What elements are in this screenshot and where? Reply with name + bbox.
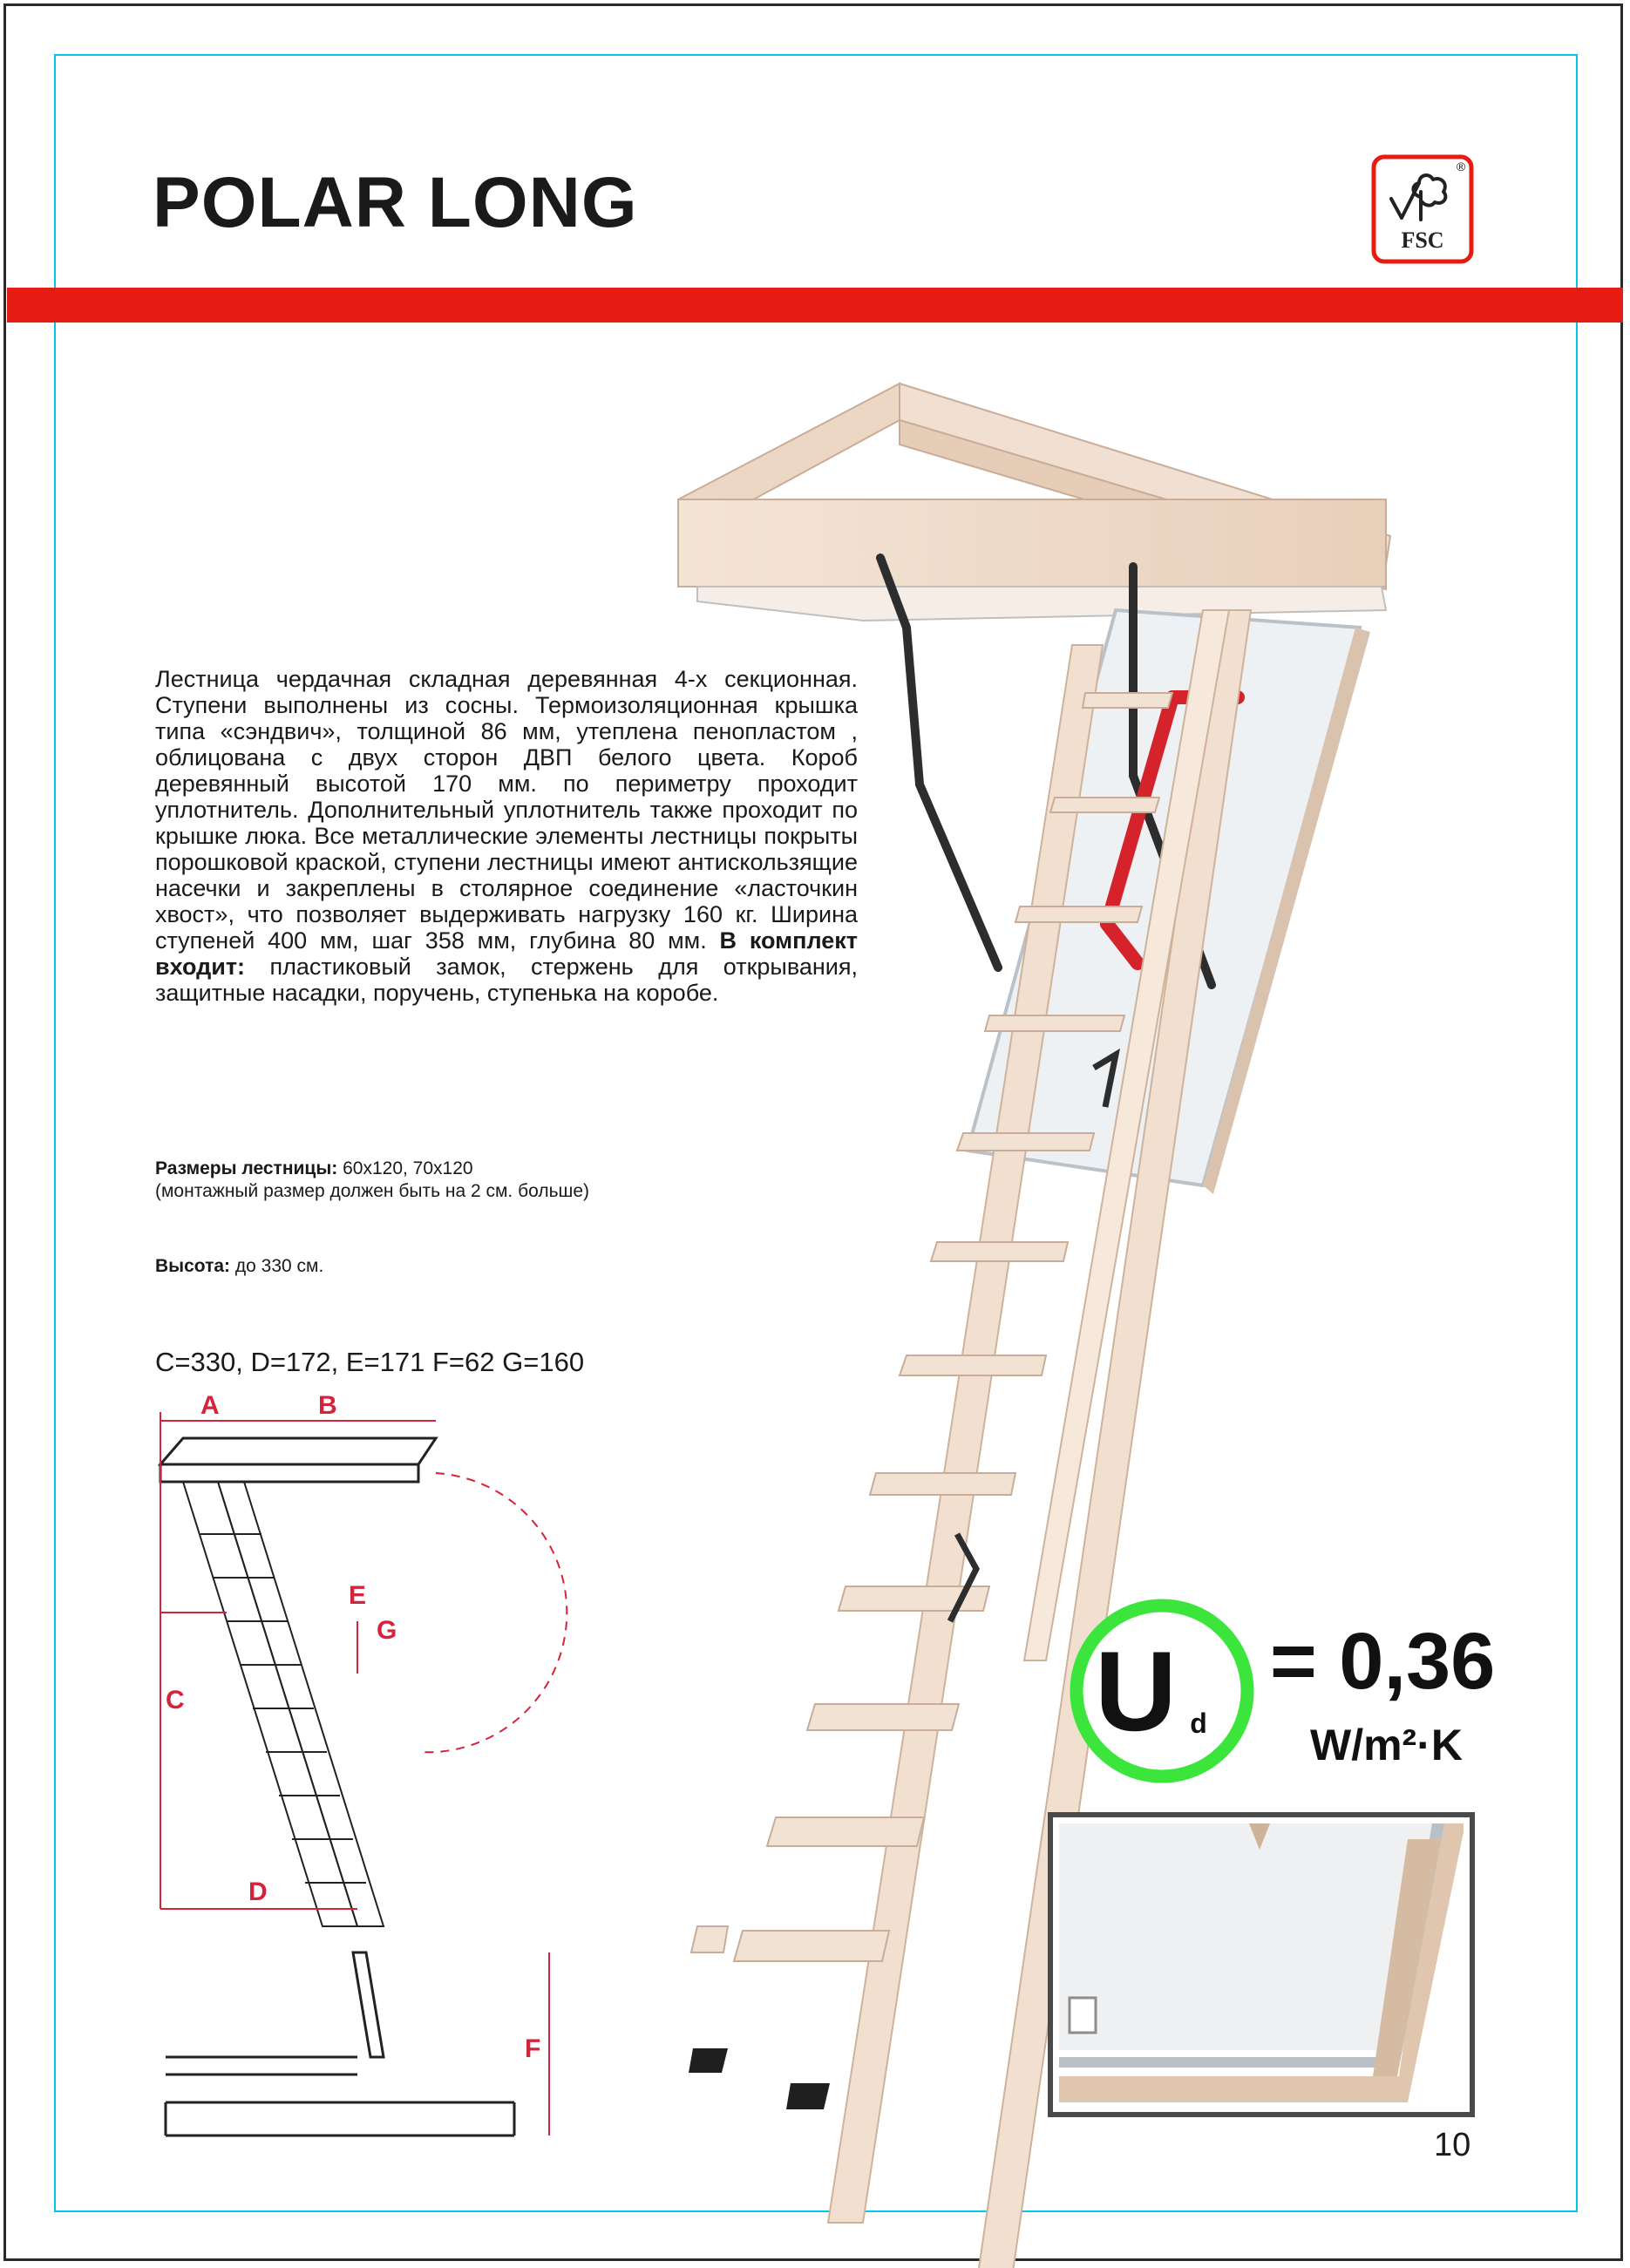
height-spec — [155, 1255, 643, 1278]
product-description — [155, 666, 858, 1006]
height-value: до 330 см. — [230, 1256, 324, 1276]
ud-badge — [1068, 1591, 1556, 1791]
height-label: Высота: — [155, 1256, 231, 1276]
sizes-spec — [155, 1158, 643, 1203]
ud-value: = 0,36 — [1270, 1617, 1496, 1706]
ladder-foot-right — [786, 2083, 830, 2109]
label-f: F — [525, 2034, 541, 2063]
ud-symbol: U — [1095, 1627, 1177, 1755]
dimension-diagram — [148, 1386, 567, 2118]
kit-text: пластиковый замок, стержень для открывания, защитные насадки, поручень, ступенька на коробе. — [155, 954, 858, 1006]
kit-label: В комплект входит: — [155, 927, 858, 980]
page-number: 10 — [1434, 2127, 1471, 2163]
box-front-face — [678, 499, 1386, 587]
fsc-label: FSC — [1401, 227, 1444, 253]
label-a: A — [200, 1391, 220, 1420]
sizes-note: (монтажный размер должен быть на 2 см. больше) — [155, 1181, 590, 1201]
registered-mark: ® — [1456, 160, 1466, 173]
sizes-label: Размеры лестницы: — [155, 1158, 338, 1178]
ladder-foot-left — [689, 2048, 728, 2073]
seal-detail-photo — [1050, 1815, 1472, 2115]
label-d: D — [248, 1878, 268, 1906]
lock-fitting — [1070, 1998, 1096, 2033]
label-g: G — [377, 1616, 397, 1645]
label-b: B — [318, 1391, 337, 1420]
sizes-value: 60x120, 70x120 — [337, 1158, 473, 1178]
label-c: C — [166, 1686, 185, 1715]
dimension-values: C=330, D=172, E=171 F=62 G=160 — [155, 1347, 585, 1377]
ud-subscript: d — [1190, 1708, 1207, 1739]
label-e: E — [349, 1581, 367, 1610]
ud-unit: W/m²·K — [1310, 1721, 1463, 1769]
page-title: POLAR LONG — [153, 163, 638, 242]
description-body: Лестница чердачная складная деревянная 4-х секционная. Ступени выполнены из сосны. Термоизоляционная крышка типа «сэндвич», толщиной 86 мм, утеплена пенопластом , облицована с двух сторон ДВП белого цвета. Короб деревянный высотой 170 мм. по периметру проходит уплотнитель. Дополнительный уплотнитель также проходит по крышке люка. Все металлические элементы лестницы покрыты порошковой краской, ступени лестницы имеют антискользящие насечки и закреплены в столярное соединение «ласточкин хвост», что позволяет выдерживать нагрузку 160 кг. Ширина ступеней 400 мм, шаг 358 мм, глубина 80 мм. — [155, 666, 858, 954]
